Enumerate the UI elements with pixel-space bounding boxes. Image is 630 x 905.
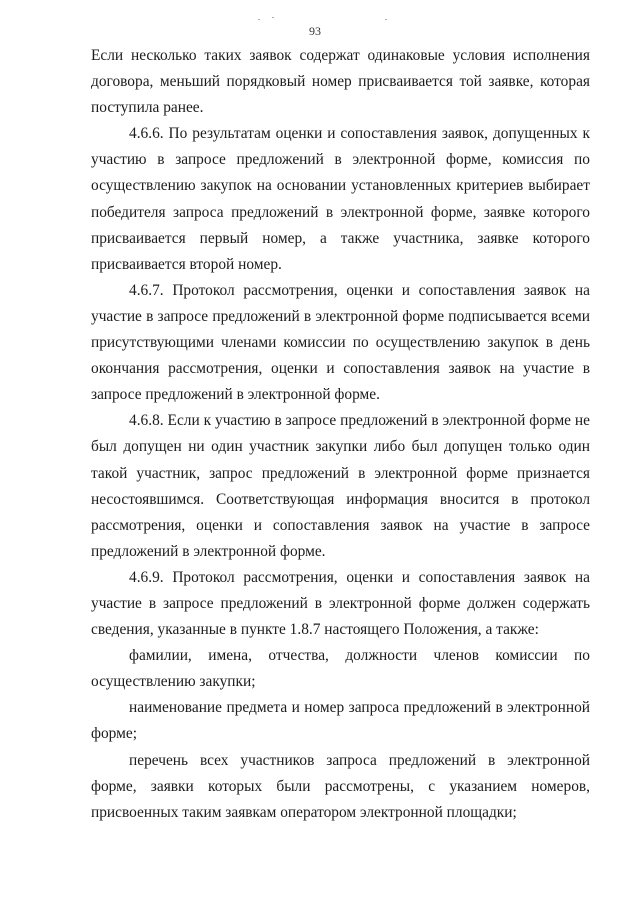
scan-speck <box>258 19 260 20</box>
paragraph-4-6-9: 4.6.9. Протокол рассмотрения, оценки и сопоставления заявок на участие в запросе предложений в электронной форме должен содержать сведения, указанные в пункте 1.8.7 настоящего Положения, а также: <box>91 568 590 639</box>
page-number: 93 <box>309 24 321 38</box>
list-item-participants: перечень всех участников запроса предложений в электронной форме, заявки которых были рассмотрены, с указанием номеров, присвоенных таким заявкам оператором электронной площадки; <box>91 751 590 821</box>
paragraph-4-6-7: 4.6.7. Протокол рассмотрения, оценки и сопоставления заявок на участие в запросе предложений в электронной форме подписывается всеми присутствующими членами комиссии по осуществлению закупок в день окончания рассмотрения, оценки и сопоставления заявок на участие в запросе предложений в электронной форме. <box>91 281 590 404</box>
list-item-subject-and-number: наименование предмета и номер запроса предложений в электронной форме; <box>91 699 590 743</box>
scan-speck <box>272 17 274 18</box>
paragraph-continuation: Если несколько таких заявок содержат одинаковые условия исполнения договора, меньший порядковый номер присваивается той заявке, которая поступила ранее. <box>91 47 590 117</box>
document-body <box>91 43 590 826</box>
paragraph-4-6-8: 4.6.8. Если к участию в запросе предложений в электронной форме не был допущен ни один участник закупки либо был допущен только один такой участник, запрос предложений в электронной форме признается несостоявшимся. Соответствующая информация вносится в протокол рассмотрения, оценки и сопоставления заявок на участие в запросе предложений в электронной форме. <box>91 412 590 560</box>
scan-speck <box>385 19 387 20</box>
paragraph-4-6-6: 4.6.6. По результатам оценки и сопоставления заявок, допущенных к участию в запросе предложений в электронной форме, комиссия по осуществлению закупок на основании установленных критериев выбирает победителя запроса предложений в электронной форме, заявке которого присваивается первый номер, а также участника, заявке которого присваивается второй номер. <box>91 125 590 273</box>
list-item-commission-members: фамилии, имена, отчества, должности членов комиссии по осуществлению закупки; <box>91 647 590 691</box>
